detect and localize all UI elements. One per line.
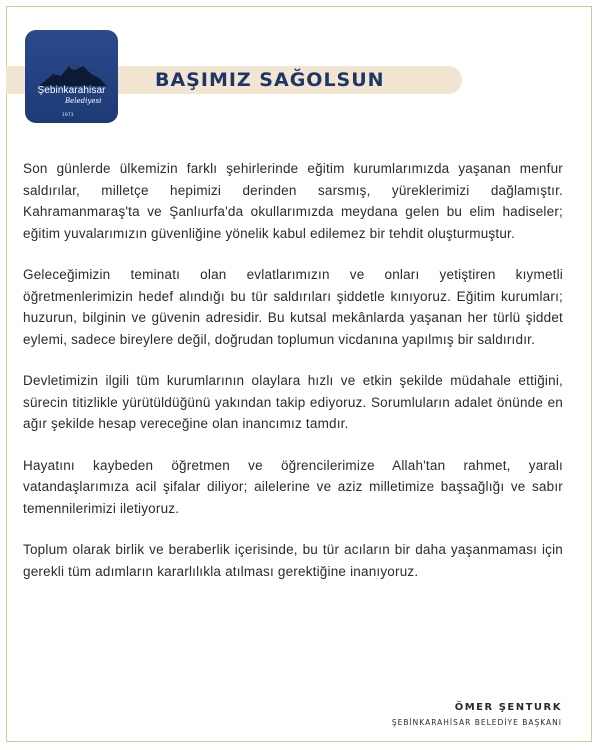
signatory-name: ÖMER ŞENTURK [454, 702, 562, 713]
page-title: BAŞIMIZ SAĞOLSUN [155, 69, 385, 91]
logo-script: Belediyesi [65, 97, 102, 105]
paragraph-3: Devletimizin ilgili tüm kurumlarının olaylara hızlı ve etkin şekilde müdahale ettiğini, sürecin titizlikle yürütüldüğünü yakından takip ediyoruz. Sorumluların adalet önünde en ağır şekilde hesap vereceğine olan inancımız tamdır. [23, 373, 563, 431]
statement-body [23, 158, 563, 602]
logo-year: 1973 [62, 113, 74, 118]
signature-block [392, 702, 562, 727]
paragraph-5: Toplum olarak birlik ve beraberlik içerisinde, bu tür acıların bir daha yaşanmaması için gerekli tüm adımların kararlılıkla atılması gerektiğine inanıyoruz. [23, 542, 563, 579]
paragraph-4: Hayatını kaybeden öğretmen ve öğrencilerimize Allah'tan rahmet, yaralı vatandaşlarımıza acil şifalar diliyor; ailelerine ve aziz milletimize başsağlığı ve sabır temennilerimizi iletiyoruz. [23, 457, 563, 516]
paragraph-1: Son günlerde ülkemizin farklı şehirlerinde eğitim kurumlarımızda yaşanan menfur saldırılar, milletçe hepimizi derinden sarsmış, yüreklerimizi dağlamıştır. Kahramanmaraş'ta ve Şanlıurfa'da okullarımızda meydana gelen bu elim hadiseler; eğitim yuvalarımızın güvenliğine yönelik kabul edilemez bir tehdit oluşturmuştur. [23, 161, 563, 241]
mountain-icon [25, 30, 118, 123]
signatory-title: ŞEBİNKARAHİSAR BELEDİYE BAŞKANI [391, 718, 562, 727]
municipality-logo [25, 30, 118, 123]
logo-name: Şebinkarahisar [37, 85, 106, 96]
paragraph-2: Geleceğimizin teminatı olan evlatlarımızın ve onları yetiştiren kıymetli öğretmenlerimizin hedef alındığı bu tür saldırıları şiddetle kınıyoruz. Eğitim kurumları; huzurun, bilginin ve güvenin adresidir. Bu kutsal mekânlarda yaşanan her türlü şiddet eylemi, sadece bireylere değil, doğrudan toplumun vicdanına yapılmış bir saldırıdır. [23, 267, 563, 347]
